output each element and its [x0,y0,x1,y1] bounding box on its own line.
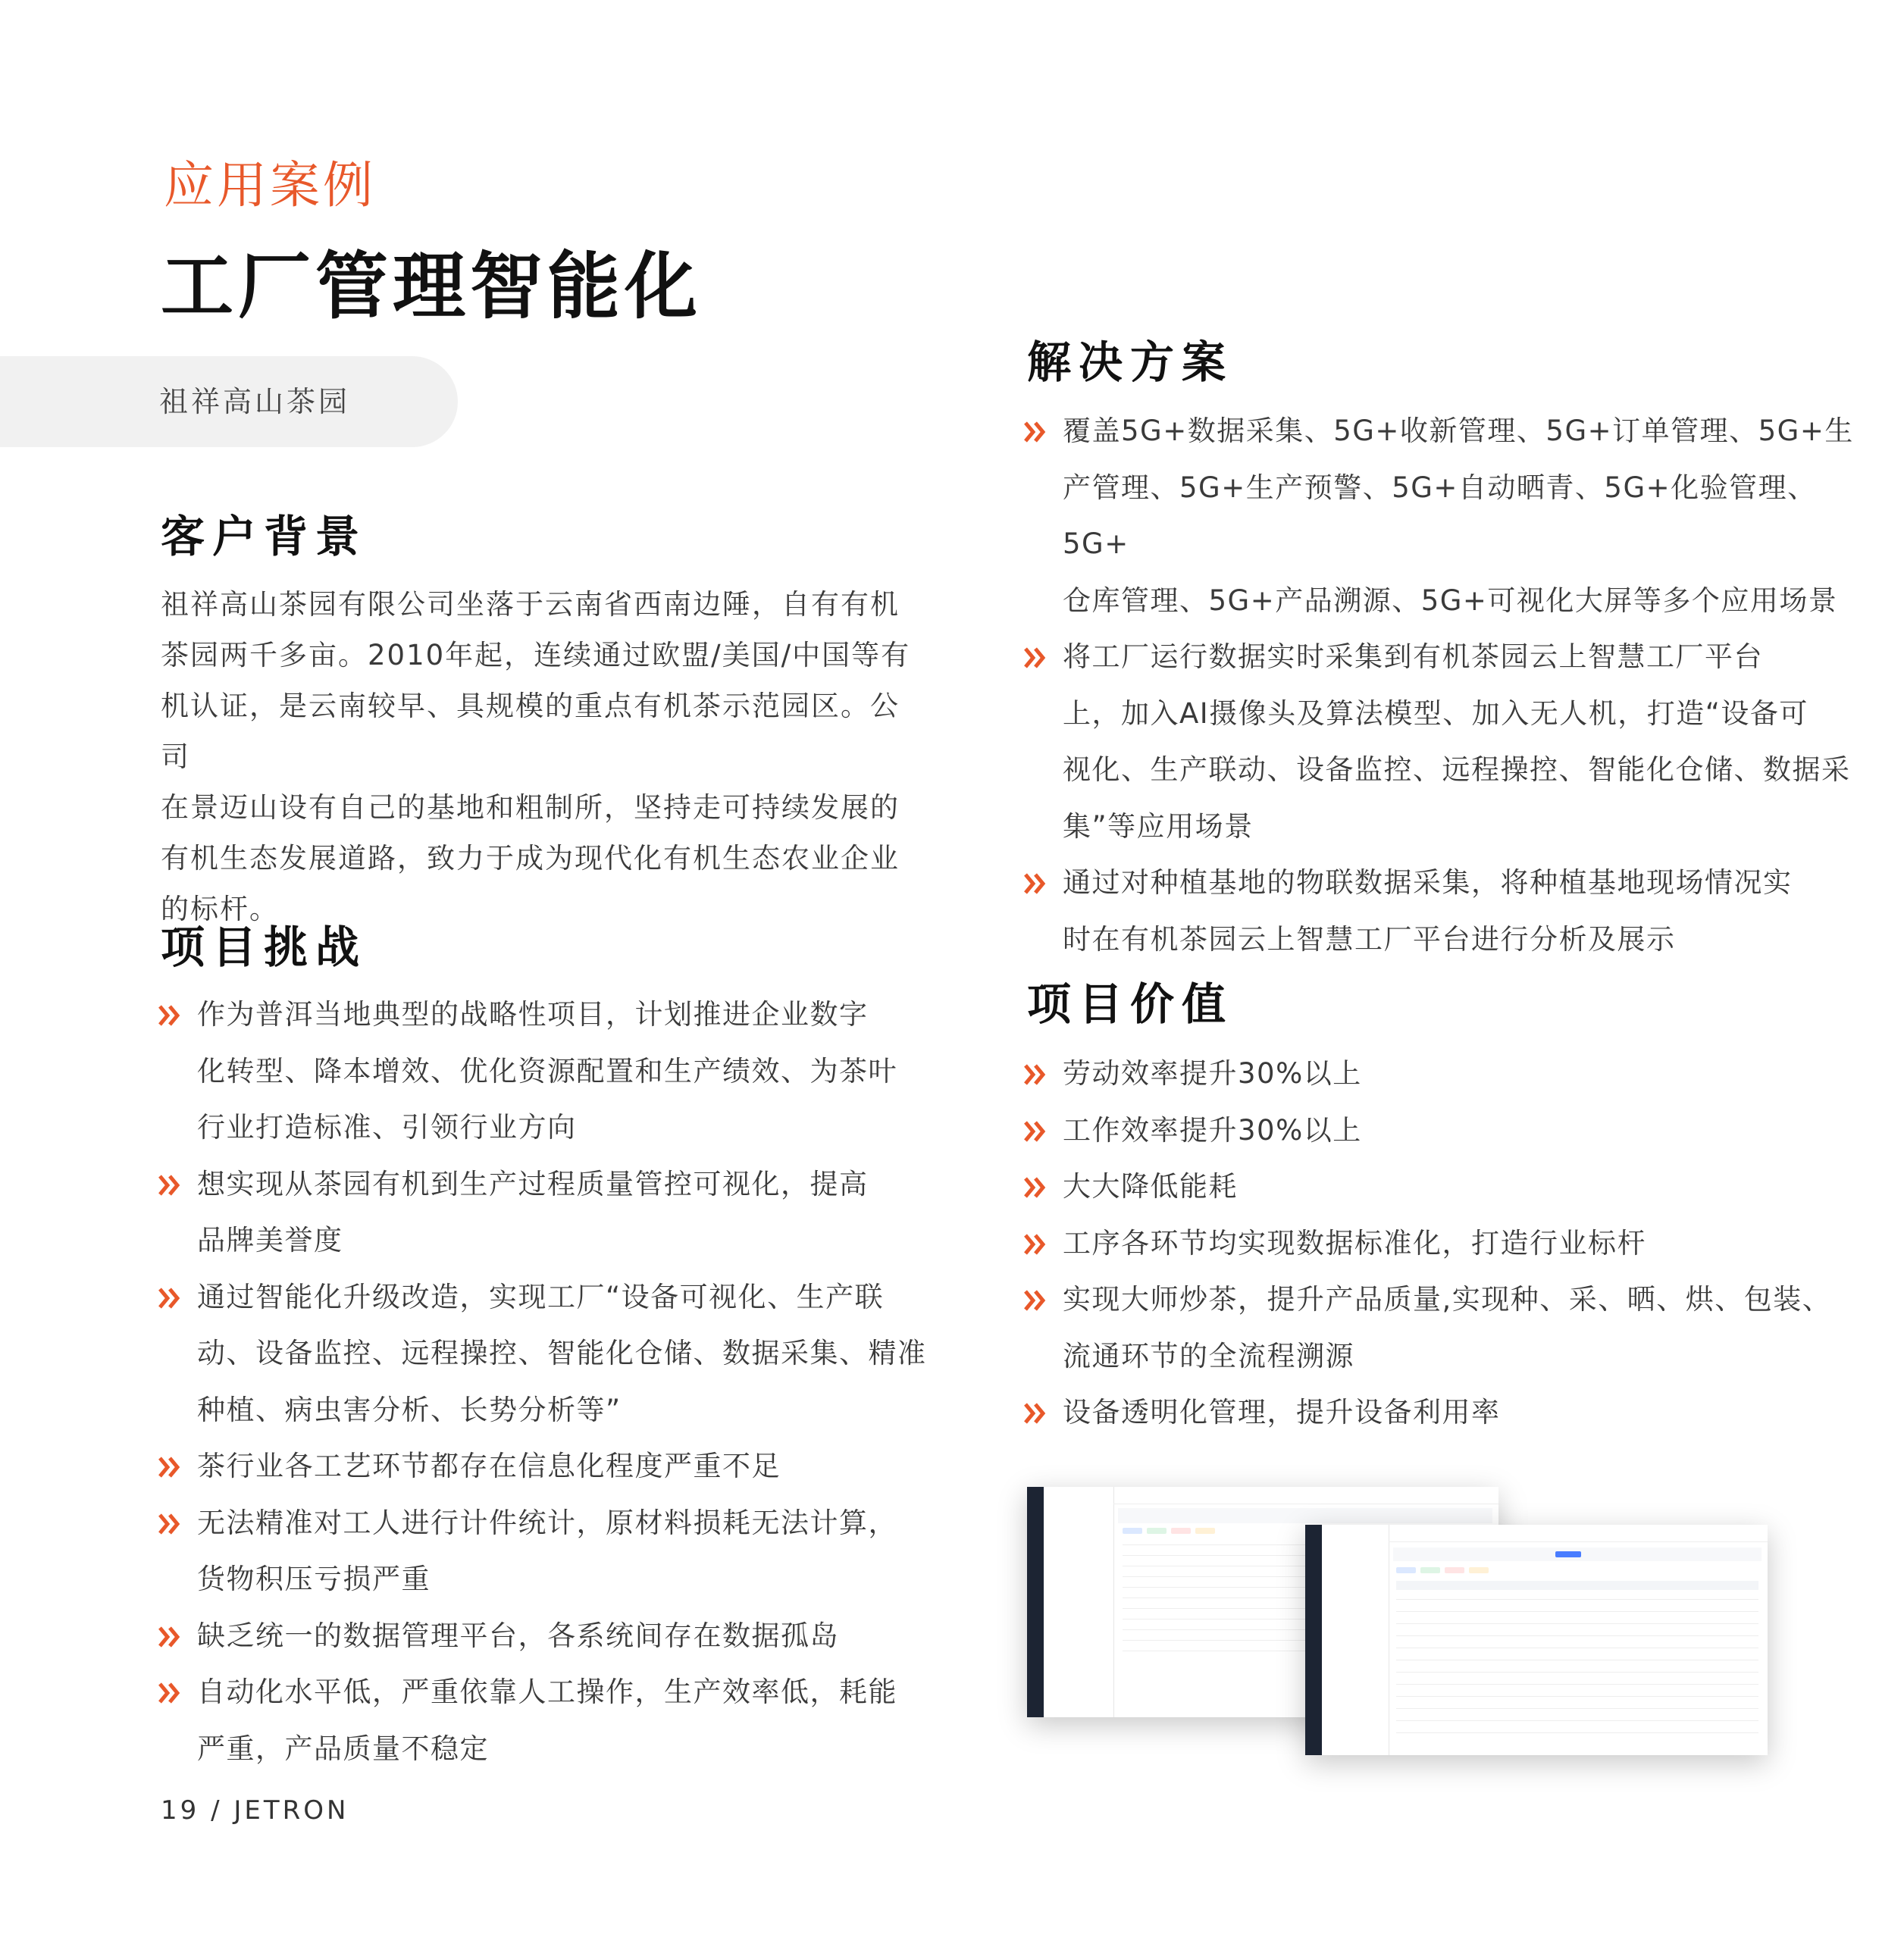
list-line: 工作效率提升30%以上 [1063,1113,1362,1147]
screenshot-filterbar [1118,1508,1492,1523]
screenshot-front [1305,1525,1768,1755]
chevron-right-icon [1023,645,1049,671]
list-item [1063,1046,1866,1103]
list-line: 流通环节的全流程溯源 [1063,1339,1354,1372]
chevron-right-icon [1023,1062,1049,1087]
screenshot-row [1396,1672,1758,1673]
section-eyebrow: 应用案例 [164,156,376,214]
list-line: 覆盖5G+数据采集、5G+收新管理、5G+订单管理、5G+生 [1063,415,1854,447]
list-item [197,1438,955,1495]
client-pill [0,356,458,447]
value-list [1063,1046,1866,1441]
list-line: 种植、病虫害分析、长势分析等” [197,1393,622,1426]
list-item [197,1156,955,1269]
list-line: 作为普洱当地典型的战略性项目，计划推进企业数字 [197,998,869,1031]
chevron-right-icon [1023,1175,1049,1200]
screenshot-row [1396,1708,1758,1709]
page-number: 19 / JETRON [161,1795,349,1826]
list-line: 想实现从茶园有机到生产过程质量管控可视化，提高 [197,1167,869,1200]
screenshot-topbar [1113,1487,1498,1504]
list-line: 设备透明化管理，提升设备利用率 [1063,1396,1501,1429]
chevron-right-icon [158,1003,183,1028]
screenshot-tag [1171,1528,1191,1534]
chevron-right-icon [158,1680,183,1706]
list-line: 无法精准对工人进行计件统计，原材料损耗无法计算， [197,1506,897,1539]
list-item [197,987,955,1156]
screenshot-tag [1195,1528,1215,1534]
list-item [1063,1103,1866,1159]
screenshot-search-button [1555,1551,1581,1557]
value-heading: 项目价值 [1027,978,1234,1030]
list-item [197,1608,955,1665]
chevron-right-icon [1023,1231,1049,1257]
list-line: 通过智能化升级改造，实现工厂“设备可视化、生产联 [197,1280,885,1313]
screenshot-tag [1396,1567,1416,1573]
screenshot-tag [1445,1567,1464,1573]
list-line: 自动化水平低，严重依靠人工操作，生产效率低，耗能 [197,1676,897,1708]
list-item [1063,855,1866,968]
solution-heading: 解决方案 [1027,336,1234,388]
list-item [197,1495,955,1608]
list-line: 茶行业各工艺环节都存在信息化程度严重不足 [197,1450,781,1482]
list-line: 将工厂运行数据实时采集到有机茶园云上智慧工厂平台 [1063,640,1763,673]
page-title: 工厂管理智能化 [161,244,702,329]
chevron-right-icon [158,1624,183,1650]
screenshot-row [1396,1696,1758,1697]
list-line: 严重，产品质量不稳定 [197,1732,489,1765]
screenshot-menu [1322,1525,1389,1755]
chevron-right-icon [1023,1119,1049,1144]
list-line: 实现大师炒茶，提升产品质量,实现种、采、晒、烘、包装、 [1063,1283,1832,1316]
list-line: 时在有机茶园云上智慧工厂平台进行分析及展示 [1063,922,1676,956]
list-item [197,1269,955,1439]
chevron-right-icon [1023,1400,1049,1426]
background-line: 茶园两千多亩。2010年起，连续通过欧盟/美国/中国等有 [161,639,911,671]
screenshot-topbar [1389,1525,1768,1542]
list-line: 行业打造标准、引领行业方向 [197,1111,577,1144]
screenshot-table-header [1396,1581,1758,1590]
list-line: 缺乏统一的数据管理平台，各系统间存在数据孤岛 [197,1619,839,1652]
chevron-right-icon [1023,419,1049,445]
list-line: 大大降低能耗 [1063,1170,1238,1203]
client-name: 祖祥高山茶园 [159,385,351,418]
screenshot-tag [1469,1567,1489,1573]
screenshot-row [1396,1599,1758,1600]
screenshot-tag [1420,1567,1440,1573]
screenshot-row [1396,1720,1758,1721]
list-item [1063,1216,1866,1272]
list-line: 集”等应用场景 [1063,809,1254,843]
screenshot-row [1396,1635,1758,1636]
screenshot-sidebar [1027,1487,1044,1717]
list-item [1063,1272,1866,1385]
list-line: 通过对种植基地的物联数据采集，将种植基地现场情况实 [1063,866,1793,899]
list-line: 品牌美誉度 [197,1224,343,1256]
solution-list [1063,403,1866,968]
list-line: 仓库管理、5G+产品溯源、5G+可视化大屏等多个应用场景 [1063,584,1838,617]
list-item [1063,629,1866,855]
list-line: 劳动效率提升30%以上 [1063,1057,1362,1090]
list-line: 上，加入AI摄像头及算法模型、加入无人机，打造“设备可 [1063,696,1808,730]
screenshot-tag [1147,1528,1167,1534]
screenshot-tag [1123,1528,1142,1534]
challenge-heading: 项目挑战 [161,922,368,973]
list-line: 视化、生产联动、设备监控、远程操控、智能化仓储、数据采 [1063,753,1851,786]
list-item [197,1664,955,1777]
screenshot-row [1396,1623,1758,1624]
background-line: 有机生态发展道路，致力于成为现代化有机生态农业企业 [161,842,900,875]
background-line: 在景迈山设有自己的基地和粗制所，坚持走可持续发展的 [161,791,900,824]
list-item [1063,1385,1866,1441]
list-item [1063,403,1866,629]
chevron-right-icon [1023,871,1049,897]
list-line: 货物积压亏损严重 [197,1563,431,1595]
screenshot-row [1396,1684,1758,1685]
background-line: 的标杆。 [161,893,279,925]
background-paragraph [161,579,919,934]
chevron-right-icon [158,1511,183,1537]
background-heading: 客户背景 [161,511,368,562]
chevron-right-icon [1023,1288,1049,1313]
list-item [1063,1159,1866,1216]
screenshot-row [1396,1611,1758,1612]
screenshot-row [1396,1732,1758,1733]
background-line: 机认证，是云南较早、具规模的重点有机茶示范园区。公司 [161,690,900,773]
challenge-list [197,987,955,1777]
screenshot-menu [1044,1487,1114,1717]
chevron-right-icon [158,1172,183,1198]
screenshot-sidebar [1305,1525,1322,1755]
chevron-right-icon [158,1285,183,1311]
chevron-right-icon [158,1454,183,1480]
list-line: 产管理、5G+生产预警、5G+自动晒青、5G+化验管理、5G+ [1063,471,1817,560]
background-line: 祖祥高山茶园有限公司坐落于云南省西南边陲，自有有机 [161,588,900,621]
list-line: 工序各环节均实现数据标准化，打造行业标杆 [1063,1226,1646,1260]
list-line: 动、设备监控、远程操控、智能化仓储、数据采集、精准 [197,1337,927,1369]
list-line: 化转型、降本增效、优化资源配置和生产绩效、为茶叶 [197,1054,897,1087]
